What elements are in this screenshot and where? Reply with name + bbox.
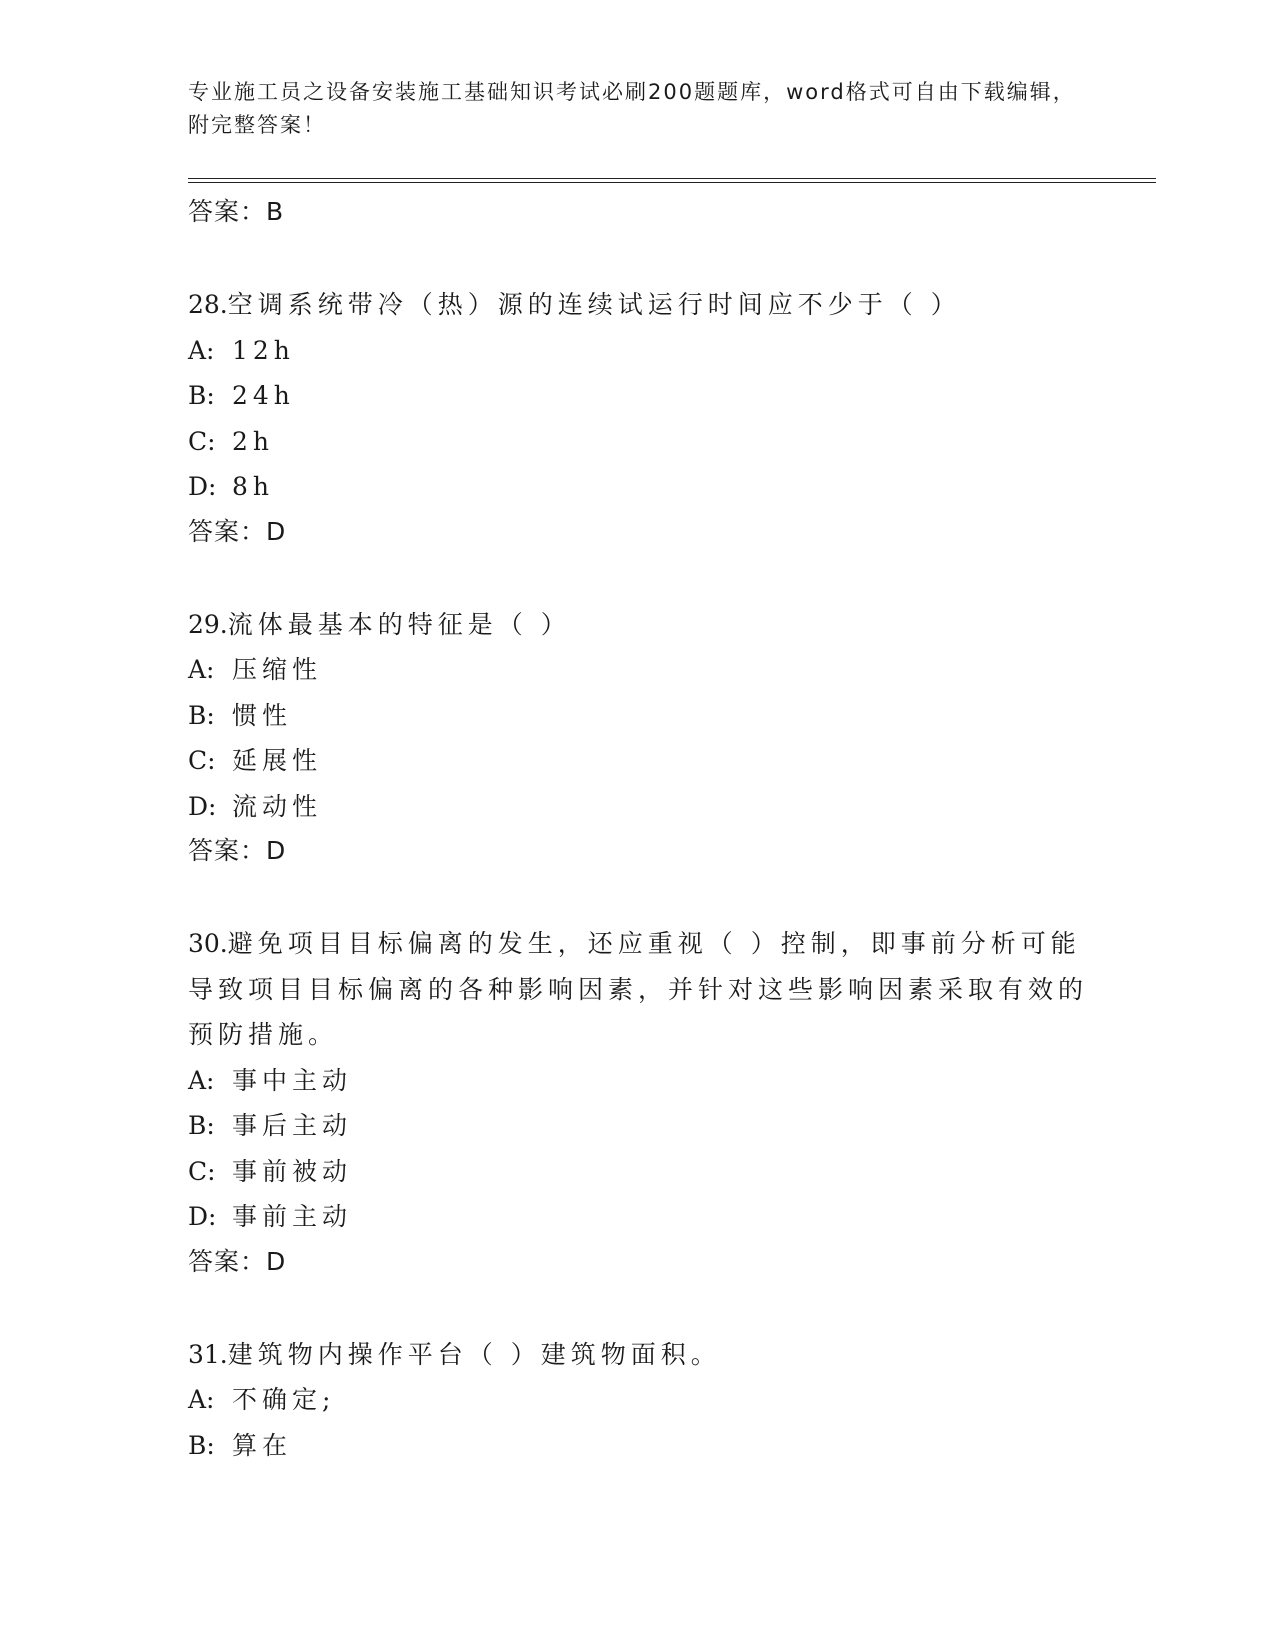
answer-line: 答案：D [188,1246,287,1276]
option-text: 事后主动 [232,1111,353,1140]
option-text: 12h [232,335,295,365]
document-header: 专业施工员之设备安装施工基础知识考试必刷200题题库，word格式可自由下载编辑，附完整答案！ [188,80,1076,137]
option-letter: A: [188,1385,215,1414]
option-b [188,1103,1088,1149]
question-number: 31. [188,1339,228,1369]
option-a [188,647,1088,693]
header-rule-bottom [188,182,1156,183]
option-text: 事中主动 [232,1065,353,1095]
option-text: 8h [232,472,275,501]
option-text: 延展性 [232,746,323,775]
question-31 [188,1332,1088,1469]
question-number: 28. [188,290,228,319]
question-28 [188,282,1088,554]
question-29 [188,602,1088,874]
option-letter: A: [188,1065,215,1095]
option-letter: B: [188,1430,215,1460]
option-text: 惯性 [232,700,293,730]
option-text: 2h [232,426,275,456]
option-letter: A: [188,335,215,365]
option-b [188,373,1088,419]
option-d [188,784,1088,830]
option-text: 压缩性 [232,655,323,684]
option-letter: B: [188,700,215,730]
option-letter: D: [188,791,217,821]
answer-line: 答案：D [188,516,287,546]
option-text: 24h [232,381,295,410]
question-body: 空调系统带冷（热）源的连续试运行时间应不少于（ ） [227,290,961,319]
option-letter: D: [188,472,217,501]
option-letter: A: [188,655,215,684]
header-rule-top [188,178,1156,179]
option-b [188,1423,1088,1469]
question-text [188,1332,1088,1378]
question-body: 建筑物内操作平台（ ）建筑物面积。 [227,1339,721,1369]
question-number: 30. [188,929,228,958]
answer-line: 答案：B [188,197,285,226]
question-30 [188,921,1088,1284]
option-text: 流动性 [232,791,323,821]
option-text: 不确定; [232,1385,336,1414]
question-body: 流体最基本的特征是（ ） [227,609,571,639]
option-text: 事前被动 [232,1156,353,1186]
option-c [188,1149,1088,1195]
option-b [188,693,1088,739]
option-c [188,419,1088,465]
option-d [188,1194,1088,1240]
question-text [188,602,1088,648]
option-letter: D: [188,1202,217,1231]
option-a [188,1058,1088,1104]
option-letter: C: [188,426,216,456]
option-a [188,328,1088,374]
question-number: 29. [188,609,228,639]
option-text: 算在 [232,1430,293,1460]
option-letter: C: [188,1156,216,1186]
option-letter: C: [188,746,216,775]
question-text [188,282,1088,328]
option-d [188,464,1088,510]
answer-line: 答案：D [188,836,287,865]
option-text: 事前主动 [232,1202,353,1231]
option-c [188,738,1088,784]
question-body: 避免项目目标偏离的发生，还应重视（ ）控制，即事前分析可能导致项目目标偏离的各种影响因素，并针对这些影响因素采取有效的预防措施。 [188,929,1089,1049]
option-a [188,1377,1088,1423]
question-text [188,921,1088,1058]
option-letter: B: [188,381,215,410]
option-letter: B: [188,1111,215,1140]
question-list [188,190,1088,1468]
